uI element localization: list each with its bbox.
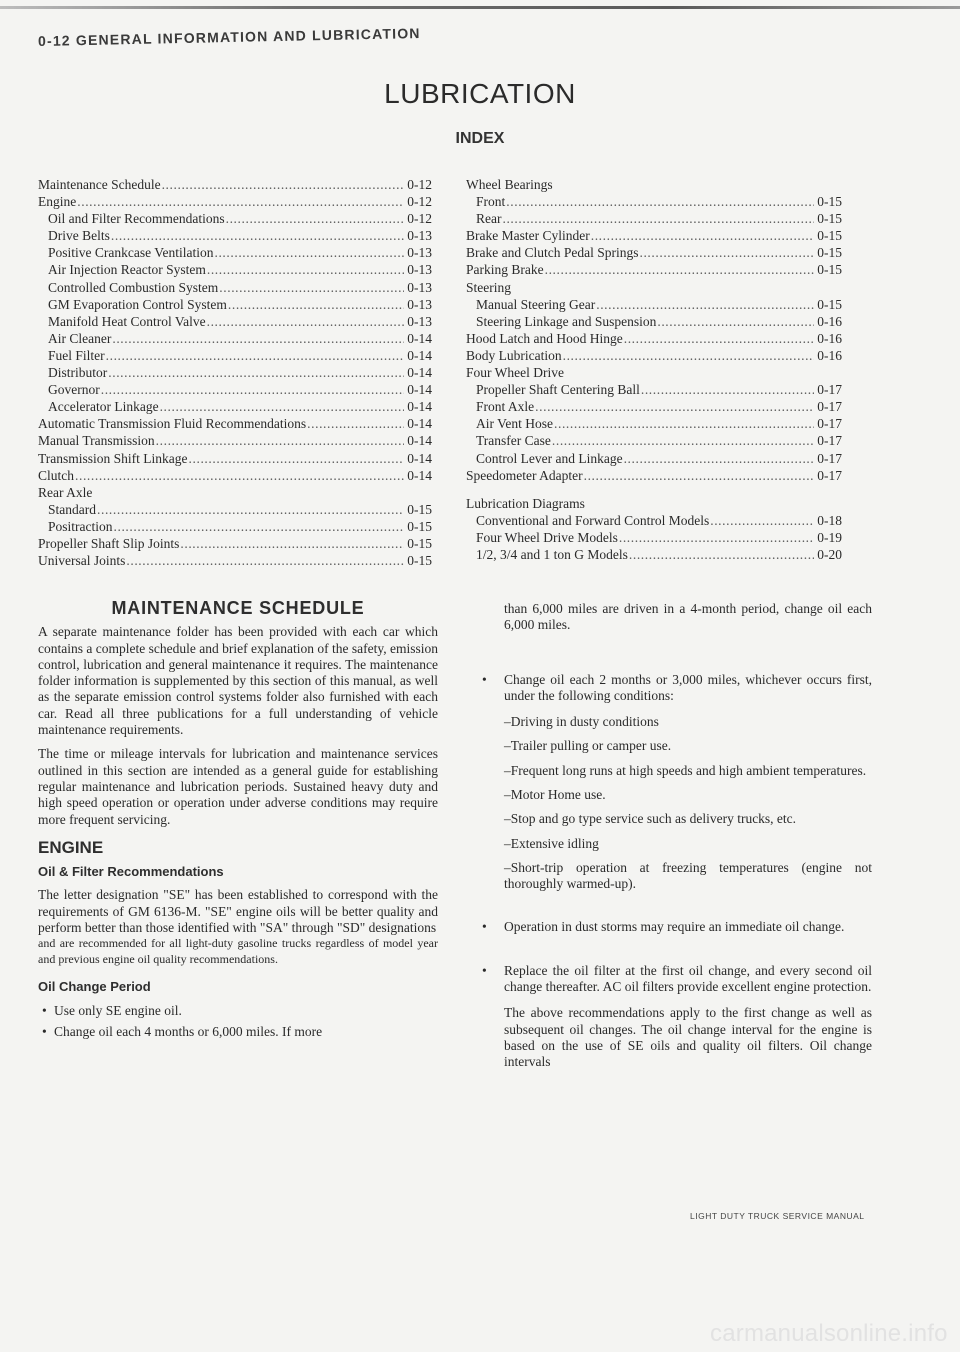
index-entry-label: Manifold Heat Control Valve bbox=[48, 313, 206, 329]
index-entry-page: 0-15 bbox=[407, 553, 432, 569]
index-entry-page: 0-18 bbox=[817, 512, 842, 528]
index-entry-page: 0-15 bbox=[407, 501, 432, 517]
index-leader-dots bbox=[77, 193, 404, 210]
index-leader-dots bbox=[554, 415, 814, 432]
top-rule bbox=[0, 6, 960, 9]
index-entry-page: 0-14 bbox=[407, 399, 432, 415]
index-leader-dots bbox=[112, 330, 404, 347]
index-leader-dots bbox=[162, 176, 405, 193]
index-leader-dots bbox=[307, 415, 404, 432]
index-leader-dots bbox=[180, 535, 404, 552]
index-leader-dots bbox=[591, 227, 815, 244]
index-entry-label: Distributor bbox=[48, 365, 108, 381]
condition-item: –Extensive idling bbox=[504, 835, 599, 851]
index-entry bbox=[466, 296, 842, 313]
index-entry bbox=[38, 501, 432, 518]
index-entry-page: 0-13 bbox=[407, 262, 432, 278]
index-entry-label: Control Lever and Linkage bbox=[476, 450, 623, 466]
index-entry-page: 0-14 bbox=[407, 382, 432, 398]
index-entry bbox=[38, 313, 432, 330]
index-entry bbox=[466, 330, 842, 347]
index-entry bbox=[38, 279, 432, 296]
condition-item: –Stop and go type service such as delivery trucks, etc. bbox=[504, 811, 797, 827]
index-entry-page: 0-14 bbox=[407, 416, 432, 432]
index-entry-page: 0-13 bbox=[407, 228, 432, 244]
index-leader-dots bbox=[596, 296, 814, 313]
index-entry-label: Front bbox=[476, 194, 506, 210]
index-entry-label: Accelerator Linkage bbox=[48, 399, 159, 415]
index-entry bbox=[38, 364, 432, 381]
bullet-oil-filter: • Replace the oil filter at the first oil change, and every second oil change thereafter. AC oil filters provide excellent engine protection. bbox=[482, 963, 872, 996]
index-entry bbox=[466, 313, 842, 330]
index-entry bbox=[38, 552, 432, 569]
index-entry bbox=[466, 415, 842, 432]
index-leader-dots bbox=[214, 244, 404, 261]
index-entry bbox=[466, 244, 842, 261]
index-entry-label: Parking Brake bbox=[466, 262, 544, 278]
index-leader-dots bbox=[563, 347, 815, 364]
index-entry bbox=[466, 467, 842, 484]
bullet-change-4-months: • Change oil each 4 months or 6,000 miles. If more bbox=[38, 1024, 438, 1040]
index-entry-label: Front Axle bbox=[476, 399, 535, 415]
index-entry-page: 0-14 bbox=[407, 467, 432, 483]
index-leader-dots bbox=[101, 381, 405, 398]
index-entry-page: 0-12 bbox=[407, 211, 432, 227]
index-entry-page: 0-13 bbox=[407, 245, 432, 261]
index-leader-dots bbox=[189, 450, 405, 467]
index-entry-page: 0-12 bbox=[407, 177, 432, 192]
index-leader-dots bbox=[126, 552, 404, 569]
index-entry bbox=[38, 210, 432, 227]
index-entry-page: 0-14 bbox=[407, 450, 432, 466]
index-leader-dots bbox=[545, 261, 815, 278]
index-entry bbox=[38, 467, 432, 484]
index-entry-label: Four Wheel Drive Models bbox=[476, 529, 618, 545]
index-leader-dots bbox=[535, 398, 814, 415]
index-entry-page: 0-17 bbox=[817, 433, 842, 449]
condition-item: –Frequent long runs at high speeds and high ambient temperatures. bbox=[504, 762, 867, 778]
index-entry-page: 0-16 bbox=[817, 347, 842, 363]
index-entry-label: Transfer Case bbox=[476, 433, 551, 449]
index-entry bbox=[38, 227, 432, 244]
engine-heading: ENGINE bbox=[38, 837, 104, 857]
index-entry-label: Air Cleaner bbox=[48, 330, 112, 346]
index-entry-label: Automatic Transmission Fluid Recommendations bbox=[38, 416, 307, 432]
index-entry-label: Maintenance Schedule bbox=[38, 177, 161, 192]
index-entry bbox=[466, 364, 842, 381]
index-leader-dots bbox=[639, 244, 814, 261]
index-entry bbox=[466, 529, 842, 546]
index-entry-page: 0-19 bbox=[817, 529, 842, 545]
index-leader-dots bbox=[552, 432, 814, 449]
index-entry bbox=[38, 398, 432, 415]
index-entry-label: Universal Joints bbox=[38, 553, 126, 569]
oil-paragraph-small: and are recommended for all light-duty gasoline trucks regardless of model year and previous engine oil quality recommendations. bbox=[38, 936, 438, 966]
index-entry bbox=[466, 495, 842, 512]
watermark: carmanualsonline.info bbox=[710, 1320, 948, 1347]
index-entry bbox=[38, 244, 432, 261]
index-entry-page: 0-16 bbox=[817, 313, 842, 329]
index-entry bbox=[466, 450, 842, 467]
index-entry-label: Positive Crankcase Ventilation bbox=[48, 245, 214, 261]
oil-paragraph: The letter designation "SE" has been established to correspond with the requirements of GM 6136-M. "SE" engine oils will be better quality and perform better than those identified with "SA" through "SD" designations bbox=[38, 887, 438, 936]
index-entry-label: Brake and Clutch Pedal Springs bbox=[466, 245, 639, 261]
index-entry-label: 1/2, 3/4 and 1 ton G Models bbox=[476, 546, 628, 562]
index-leader-dots bbox=[619, 529, 814, 546]
index-entry-label: Wheel Bearings bbox=[466, 177, 553, 192]
index-leader-dots bbox=[657, 313, 814, 330]
index-entry-page: 0-15 bbox=[407, 535, 432, 551]
index-entry-page: 0-15 bbox=[817, 245, 842, 261]
index-entry bbox=[38, 193, 432, 210]
closing-paragraph: The above recommendations apply to the first change as well as subsequent oil changes. The oil change interval for the engine is based on the use of SE oils and quality oil filters. Oil change intervals bbox=[504, 1005, 872, 1070]
index-entry-page: 0-12 bbox=[407, 194, 432, 210]
index-entry-label: Steering bbox=[466, 279, 511, 295]
index-entry-page: 0-15 bbox=[817, 262, 842, 278]
index-entry-page: 0-15 bbox=[817, 296, 842, 312]
index-entry-label: Oil and Filter Recommendations bbox=[48, 211, 225, 227]
index-leader-dots bbox=[710, 512, 814, 529]
index-leader-dots bbox=[160, 398, 405, 415]
condition-item: –Driving in dusty conditions bbox=[504, 714, 659, 730]
index-entry-label: GM Evaporation Control System bbox=[48, 296, 227, 312]
index-entry-label: Manual Transmission bbox=[38, 433, 155, 449]
oil-change-heading: Oil Change Period bbox=[38, 979, 151, 995]
right-text-column bbox=[482, 601, 872, 1079]
index-entry-label: Four Wheel Drive bbox=[466, 365, 564, 381]
index-leader-dots bbox=[114, 518, 405, 535]
maintenance-paragraph-2: The time or mileage intervals for lubrication and maintenance services outlined in this section are intended as a general guide for establishing regular maintenance and lubrication periods. Sustained heavy duty and high speed operation or operation under adverse conditions may require more frequent servicing. bbox=[38, 746, 438, 827]
condition-item: –Trailer pulling or camper use. bbox=[504, 738, 672, 754]
index-entry-label: Propeller Shaft Slip Joints bbox=[38, 535, 180, 551]
index-entry-label: Lubrication Diagrams bbox=[466, 495, 585, 511]
index-entry bbox=[38, 381, 432, 398]
index-entry-page: 0-17 bbox=[817, 416, 842, 432]
index-entry bbox=[38, 432, 432, 449]
index-entry-label: Conventional and Forward Control Models bbox=[476, 512, 710, 528]
index-entry bbox=[466, 261, 842, 278]
left-text-column bbox=[38, 600, 438, 1045]
index-entry-page: 0-13 bbox=[407, 313, 432, 329]
index-entry-page: 0-13 bbox=[407, 296, 432, 312]
index-leader-dots bbox=[75, 467, 404, 484]
index-entry-label: Body Lubrication bbox=[466, 347, 562, 363]
index-entry-page: 0-14 bbox=[407, 347, 432, 363]
index-entry bbox=[38, 296, 432, 313]
index-leader-dots bbox=[502, 210, 814, 227]
bullet-se-oil: • Use only SE engine oil. bbox=[38, 1003, 438, 1019]
index-left-column bbox=[38, 176, 432, 569]
index-entry-label: Air Vent Hose bbox=[476, 416, 553, 432]
index-entry bbox=[38, 330, 432, 347]
index-leader-dots bbox=[226, 210, 405, 227]
footer-manual-title: LIGHT DUTY TRUCK SERVICE MANUAL bbox=[690, 1211, 865, 1221]
index-entry-label: Standard bbox=[48, 501, 96, 517]
index-entry bbox=[466, 546, 842, 563]
index-entry-label: Governor bbox=[48, 382, 100, 398]
index-entry-label: Positraction bbox=[48, 518, 113, 534]
condition-item: –Short-trip operation at freezing temperatures (engine not thoroughly warmed-up). bbox=[504, 859, 872, 892]
index-entry bbox=[466, 381, 842, 398]
index-leader-dots bbox=[629, 546, 814, 563]
index-entry-label: Hood Latch and Hood Hinge bbox=[466, 330, 623, 346]
index-entry bbox=[466, 279, 842, 296]
index-leader-dots bbox=[156, 432, 405, 449]
index-entry-label: Brake Master Cylinder bbox=[466, 228, 590, 244]
index-entry-page: 0-15 bbox=[407, 518, 432, 534]
index-entry bbox=[466, 227, 842, 244]
index-leader-dots bbox=[106, 347, 405, 364]
index-entry-page: 0-15 bbox=[817, 211, 842, 227]
oil-filter-heading: Oil & Filter Recommendations bbox=[38, 864, 224, 880]
index-entry bbox=[466, 176, 842, 193]
index-entry bbox=[38, 484, 432, 501]
index-entry bbox=[38, 535, 432, 552]
index-entry-label: Controlled Combustion System bbox=[48, 279, 219, 295]
index-entry bbox=[38, 518, 432, 535]
index-entry-label: Speedometer Adapter bbox=[466, 467, 583, 483]
index-heading: INDEX bbox=[455, 130, 505, 147]
index-entry-label: Steering Linkage and Suspension bbox=[476, 313, 657, 329]
index-leader-dots bbox=[111, 227, 404, 244]
index-entry-label: Propeller Shaft Centering Ball bbox=[476, 382, 640, 398]
condition-item: –Motor Home use. bbox=[504, 787, 606, 803]
index-entry-label: Rear Axle bbox=[38, 484, 93, 500]
index-leader-dots bbox=[97, 501, 404, 518]
index-entry bbox=[466, 347, 842, 364]
index-entry bbox=[38, 261, 432, 278]
maintenance-paragraph-1: A separate maintenance folder has been provided with each car which contains a complete schedule and brief explanation of the safety, emission control, lubrication and general maintenance it requires. The maintenance folder information is supplemented by this section of this manual, as well as the separate emission control systems folder also furnished with each car. Read all three publications for a full understanding of vehicle maintenance requirements. bbox=[38, 624, 438, 738]
index-entry-label: Drive Belts bbox=[48, 228, 110, 244]
index-entry bbox=[38, 450, 432, 467]
index-entry bbox=[38, 176, 432, 193]
index-leader-dots bbox=[108, 364, 404, 381]
index-entry-page: 0-17 bbox=[817, 450, 842, 466]
index-entry-label: Fuel Filter bbox=[48, 347, 105, 363]
index-entry-page: 0-17 bbox=[817, 467, 842, 483]
index-entry bbox=[466, 193, 842, 210]
index-entry bbox=[466, 432, 842, 449]
page-title: LUBRICATION bbox=[384, 78, 576, 109]
bullet-dust-storms: • Operation in dust storms may require an immediate oil change. bbox=[482, 919, 872, 935]
index-entry bbox=[466, 398, 842, 415]
index-entry-label: Air Injection Reactor System bbox=[48, 262, 206, 278]
index-leader-dots bbox=[228, 296, 404, 313]
index-entry-page: 0-17 bbox=[817, 399, 842, 415]
index-entry bbox=[38, 347, 432, 364]
index-entry bbox=[38, 415, 432, 432]
bullet-change-2-months: • Change oil each 2 months or 3,000 miles, whichever occurs first, under the following conditions: bbox=[482, 672, 872, 705]
index-entry-page: 0-13 bbox=[407, 279, 432, 295]
maintenance-schedule-heading: MAINTENANCE SCHEDULE bbox=[111, 598, 365, 618]
index-leader-dots bbox=[219, 279, 404, 296]
index-entry-page: 0-14 bbox=[407, 433, 432, 449]
index-entry-page: 0-16 bbox=[817, 330, 842, 346]
index-entry-page: 0-20 bbox=[817, 546, 842, 562]
index-leader-dots bbox=[207, 313, 405, 330]
index-entry-label: Engine bbox=[38, 194, 77, 210]
conditions-list bbox=[482, 714, 872, 892]
index-entry-label: Transmission Shift Linkage bbox=[38, 450, 188, 466]
index-leader-dots bbox=[624, 330, 815, 347]
index-leader-dots bbox=[506, 193, 814, 210]
index-right-column bbox=[466, 176, 842, 563]
index-entry-label: Clutch bbox=[38, 467, 74, 483]
index-entry-label: Rear bbox=[476, 211, 502, 227]
index-entry-page: 0-14 bbox=[407, 330, 432, 346]
index-leader-dots bbox=[641, 381, 814, 398]
index-leader-dots bbox=[207, 261, 404, 278]
index-entry bbox=[466, 512, 842, 529]
index-entry-page: 0-15 bbox=[817, 194, 842, 210]
index-gap bbox=[466, 484, 842, 495]
index-entry-page: 0-14 bbox=[407, 365, 432, 381]
index-entry-label: Manual Steering Gear bbox=[476, 296, 596, 312]
running-head: 0-12 GENERAL INFORMATION AND LUBRICATION bbox=[37, 24, 421, 49]
continued-text: than 6,000 miles are driven in a 4-month period, change oil each 6,000 miles. bbox=[504, 601, 872, 633]
index-entry-page: 0-17 bbox=[817, 382, 842, 398]
index-leader-dots bbox=[584, 467, 815, 484]
index-entry-page: 0-15 bbox=[817, 228, 842, 244]
index-leader-dots bbox=[624, 450, 815, 467]
index-entry bbox=[466, 210, 842, 227]
